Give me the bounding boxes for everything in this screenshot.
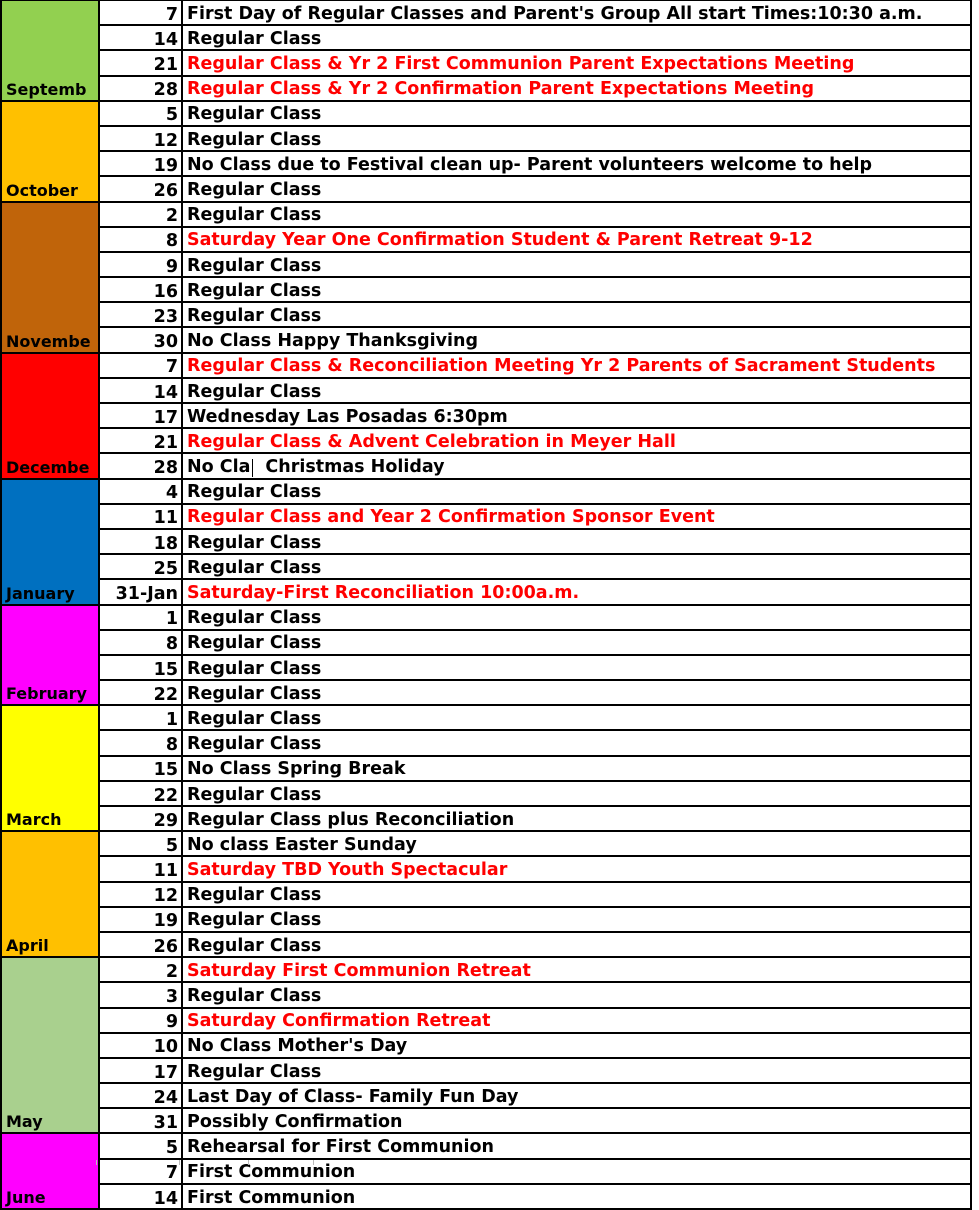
day-cell[interactable]: 9 <box>99 1008 182 1033</box>
event-text: Regular Class <box>187 683 322 704</box>
day-cell[interactable]: 14 <box>99 25 182 50</box>
event-text: Regular Class <box>187 658 322 679</box>
day-cell[interactable]: 14 <box>99 1184 182 1209</box>
event-text: Saturday First Communion Retreat <box>187 960 531 981</box>
calendar-row <box>1 126 971 151</box>
month-cell[interactable]: June <box>1 1133 99 1209</box>
event-cell[interactable] <box>182 378 971 403</box>
event-text: Regular Class <box>187 180 322 200</box>
event-text: Regular Class <box>187 532 322 553</box>
calendar-row <box>1 302 971 327</box>
calendar-row <box>1 428 971 453</box>
day-cell[interactable]: 7 <box>99 353 182 378</box>
calendar-row <box>1 0 971 25</box>
event-text: Regular Class <box>187 28 322 49</box>
calendar-row <box>1 579 971 604</box>
day-cell[interactable]: 3 <box>99 982 182 1007</box>
calendar-row <box>1 705 971 730</box>
day-cell[interactable]: 10 <box>99 1033 182 1058</box>
event-text: Last Day of Class- Family Fun Day <box>187 1086 519 1107</box>
event-text: Regular Class <box>187 381 322 402</box>
month-cell[interactable]: October <box>1 101 99 202</box>
day-cell[interactable]: 21 <box>99 428 182 453</box>
calendar-row <box>1 680 971 705</box>
event-cell[interactable] <box>182 227 971 252</box>
day-cell[interactable]: 22 <box>99 781 182 806</box>
event-cell[interactable] <box>182 1083 971 1108</box>
event-text: Wednesday Las Posadas 6:30pm <box>187 406 508 427</box>
event-text: Regular Class <box>187 305 322 326</box>
event-cell[interactable] <box>182 655 971 680</box>
day-cell[interactable]: 5 <box>99 831 182 856</box>
event-text: First Day of Regular Classes and Parent's Group All start Times:10:30 a.m. <box>187 3 923 24</box>
event-cell[interactable] <box>182 882 971 907</box>
calendar-row <box>1 202 971 227</box>
calendar-row <box>1 856 971 881</box>
calendar-row <box>1 932 971 957</box>
calendar-row <box>1 327 971 352</box>
day-cell[interactable]: 19 <box>99 907 182 932</box>
day-cell[interactable]: 12 <box>99 882 182 907</box>
event-cell[interactable] <box>182 353 971 378</box>
event-cell[interactable] <box>182 856 971 881</box>
event-cell[interactable] <box>182 479 971 504</box>
event-cell[interactable] <box>182 126 971 151</box>
day-cell[interactable]: 29 <box>99 806 182 831</box>
calendar-row <box>1 655 971 680</box>
adjacent-cell-text: Christmas Holiday <box>252 459 444 477</box>
day-cell[interactable]: 8 <box>99 730 182 755</box>
event-text: First Communion <box>187 1187 356 1208</box>
day-cell[interactable]: 31-Jan <box>99 579 182 604</box>
month-cell[interactable]: February <box>1 605 99 706</box>
event-cell[interactable] <box>182 1008 971 1033</box>
event-cell[interactable] <box>182 1184 971 1209</box>
calendar-row <box>1 25 971 50</box>
calendar-row <box>1 831 971 856</box>
day-cell[interactable]: 1 <box>99 705 182 730</box>
event-text: Regular Class <box>187 935 322 956</box>
calendar-row <box>1 252 971 277</box>
event-text: Saturday Year One Confirmation Student & Parent Retreat 9-12 <box>187 230 813 251</box>
event-text: Regular Class & Advent Celebration in Meyer Hall <box>187 431 676 452</box>
event-text: Regular Class <box>187 104 322 125</box>
event-text: Regular Class <box>187 734 322 755</box>
event-cell[interactable] <box>182 252 971 277</box>
calendar-row <box>1 756 971 781</box>
event-text: No Class Happy Thanksgiving <box>187 331 478 352</box>
event-cell[interactable] <box>182 831 971 856</box>
day-cell[interactable]: 2 <box>99 957 182 982</box>
calendar-row <box>1 730 971 755</box>
day-cell[interactable]: 12 <box>99 126 182 151</box>
day-cell[interactable]: 15 <box>99 655 182 680</box>
calendar-row <box>1 1083 971 1108</box>
event-text: Regular Class <box>187 608 322 629</box>
calendar-row <box>1 1033 971 1058</box>
event-cell[interactable] <box>182 1133 971 1158</box>
event-cell[interactable] <box>182 529 971 554</box>
event-text: Regular Class & Reconciliation Meeting Yr 2 Parents of Sacrament Students <box>187 356 936 377</box>
day-cell[interactable]: 24 <box>99 1083 182 1108</box>
event-cell[interactable] <box>182 554 971 579</box>
event-text: Saturday-First Reconciliation 10:00a.m. <box>187 583 580 603</box>
day-cell[interactable]: 14 <box>99 378 182 403</box>
event-text: Possibly Confirmation <box>187 1111 403 1132</box>
calendar-row <box>1 605 971 630</box>
month-cell[interactable]: May <box>1 957 99 1133</box>
calendar-row <box>1 806 971 831</box>
day-cell[interactable]: 8 <box>99 227 182 252</box>
day-cell[interactable]: 26 <box>99 932 182 957</box>
calendar-row <box>1 957 971 982</box>
event-text: Regular Class plus Reconciliation <box>187 809 515 830</box>
calendar-row <box>1 277 971 302</box>
event-cell[interactable] <box>182 781 971 806</box>
calendar-row <box>1 101 971 126</box>
calendar-row <box>1 227 971 252</box>
month-cell[interactable]: March <box>1 705 99 831</box>
month-cell[interactable]: Decembe <box>1 353 99 479</box>
calendar-row <box>1 453 971 478</box>
event-text: Regular Class <box>187 557 322 578</box>
event-cell[interactable] <box>182 302 971 327</box>
event-text: Saturday TBD Youth Spectacular <box>187 860 508 881</box>
calendar-row <box>1 504 971 529</box>
day-cell[interactable]: 7 <box>99 0 182 25</box>
day-cell[interactable]: 28 <box>99 76 182 101</box>
calendar-row <box>1 907 971 932</box>
event-text: Regular Class <box>187 633 322 654</box>
month-cell[interactable]: Septemb <box>1 0 99 101</box>
event-text: Regular Class <box>187 1061 322 1082</box>
calendar-row <box>1 882 971 907</box>
event-cell[interactable] <box>182 0 971 25</box>
calendar-row <box>1 479 971 504</box>
calendar-row <box>1 76 971 101</box>
event-cell[interactable] <box>182 756 971 781</box>
event-cell[interactable] <box>182 428 971 453</box>
event-cell[interactable] <box>182 453 971 478</box>
day-cell[interactable]: 11 <box>99 504 182 529</box>
day-cell[interactable]: 31 <box>99 1108 182 1133</box>
day-cell[interactable]: 17 <box>99 403 182 428</box>
calendar-row <box>1 353 971 378</box>
event-text: Saturday Confirmation Retreat <box>187 1011 491 1032</box>
day-cell[interactable]: 17 <box>99 1058 182 1083</box>
event-text: First Communion <box>187 1162 356 1183</box>
event-cell[interactable] <box>182 151 971 176</box>
month-cell[interactable]: January <box>1 479 99 605</box>
day-cell[interactable]: 2 <box>99 202 182 227</box>
calendar-row <box>1 50 971 75</box>
event-text: No Class due to Festival clean up- Parent volunteers welcome to help <box>187 154 873 175</box>
day-cell[interactable]: 5 <box>99 1133 182 1158</box>
event-text: Rehearsal for First Communion <box>187 1137 494 1158</box>
event-cell[interactable] <box>182 605 971 630</box>
event-cell[interactable] <box>182 932 971 957</box>
day-cell[interactable]: 8 <box>99 630 182 655</box>
event-text: No Class Spring Break <box>187 759 406 780</box>
event-text: Regular Class <box>187 482 322 503</box>
day-cell[interactable]: 9 <box>99 252 182 277</box>
event-cell[interactable] <box>182 730 971 755</box>
event-text: Regular Class <box>187 129 322 150</box>
day-cell[interactable]: 28 <box>99 453 182 478</box>
event-cell[interactable] <box>182 957 971 982</box>
event-cell[interactable] <box>182 176 971 201</box>
day-cell[interactable]: 11 <box>99 856 182 881</box>
event-cell[interactable] <box>182 101 971 126</box>
day-cell[interactable]: 18 <box>99 529 182 554</box>
event-cell[interactable] <box>182 50 971 75</box>
month-cell[interactable]: April <box>1 831 99 957</box>
day-cell[interactable]: 1 <box>99 605 182 630</box>
calendar-row <box>1 403 971 428</box>
event-cell[interactable] <box>182 202 971 227</box>
event-text: Regular Class <box>187 708 322 729</box>
calendar-row <box>1 1008 971 1033</box>
calendar-row <box>1 1133 971 1158</box>
event-text: Regular Class & Yr 2 Confirmation Parent Expectations Meeting <box>187 79 814 100</box>
event-text: Regular Class <box>187 986 322 1006</box>
event-cell[interactable] <box>182 403 971 428</box>
calendar-row <box>1 982 971 1007</box>
day-cell[interactable]: 15 <box>99 756 182 781</box>
event-cell[interactable] <box>182 907 971 932</box>
event-text: Regular Class <box>187 205 322 226</box>
event-text: No Cla <box>187 457 251 478</box>
calendar-row <box>1 554 971 579</box>
event-cell[interactable] <box>182 806 971 831</box>
day-cell[interactable]: 30 <box>99 327 182 352</box>
day-cell[interactable]: 5 <box>99 101 182 126</box>
event-cell[interactable] <box>182 982 971 1007</box>
calendar-row <box>1 529 971 554</box>
event-text: Regular Class <box>187 280 322 301</box>
day-cell[interactable]: 16 <box>99 277 182 302</box>
calendar-row <box>1 1108 971 1133</box>
event-cell[interactable] <box>182 1108 971 1133</box>
event-cell[interactable] <box>182 504 971 529</box>
day-cell[interactable]: 23 <box>99 302 182 327</box>
event-text: Regular Class <box>187 255 322 276</box>
calendar-row <box>1 1184 971 1209</box>
sheet-trailing-gridlines <box>0 1160 979 1165</box>
month-cell[interactable]: Novembe <box>1 202 99 353</box>
day-cell[interactable]: 7 <box>99 1159 182 1184</box>
day-cell[interactable]: 22 <box>99 680 182 705</box>
day-cell[interactable]: 26 <box>99 176 182 201</box>
calendar-row <box>1 176 971 201</box>
event-cell[interactable] <box>182 25 971 50</box>
calendar-row <box>1 1058 971 1083</box>
event-cell[interactable] <box>182 277 971 302</box>
event-text: Regular Class <box>187 885 322 906</box>
event-cell[interactable] <box>182 680 971 705</box>
calendar-row <box>1 630 971 655</box>
day-cell[interactable]: 19 <box>99 151 182 176</box>
event-cell[interactable] <box>182 1033 971 1058</box>
day-cell[interactable]: 21 <box>99 50 182 75</box>
day-cell[interactable]: 25 <box>99 554 182 579</box>
event-text: No Class Mother's Day <box>187 1036 408 1057</box>
event-text: Regular Class and Year 2 Confirmation Sponsor Event <box>187 507 715 528</box>
calendar-row <box>1 151 971 176</box>
event-text: No class Easter Sunday <box>187 834 417 855</box>
event-cell[interactable] <box>182 327 971 352</box>
event-cell[interactable] <box>182 705 971 730</box>
event-text: Regular Class <box>187 910 322 931</box>
event-cell[interactable] <box>182 1058 971 1083</box>
event-cell[interactable] <box>182 630 971 655</box>
calendar-row <box>1 378 971 403</box>
event-text: Regular Class <box>187 784 322 805</box>
calendar-row <box>1 781 971 806</box>
event-text: Regular Class & Yr 2 First Communion Parent Expectations Meeting <box>187 54 855 75</box>
event-cell[interactable] <box>182 579 971 604</box>
event-cell[interactable] <box>182 76 971 101</box>
calendar-body <box>1 0 971 1209</box>
day-cell[interactable]: 4 <box>99 479 182 504</box>
